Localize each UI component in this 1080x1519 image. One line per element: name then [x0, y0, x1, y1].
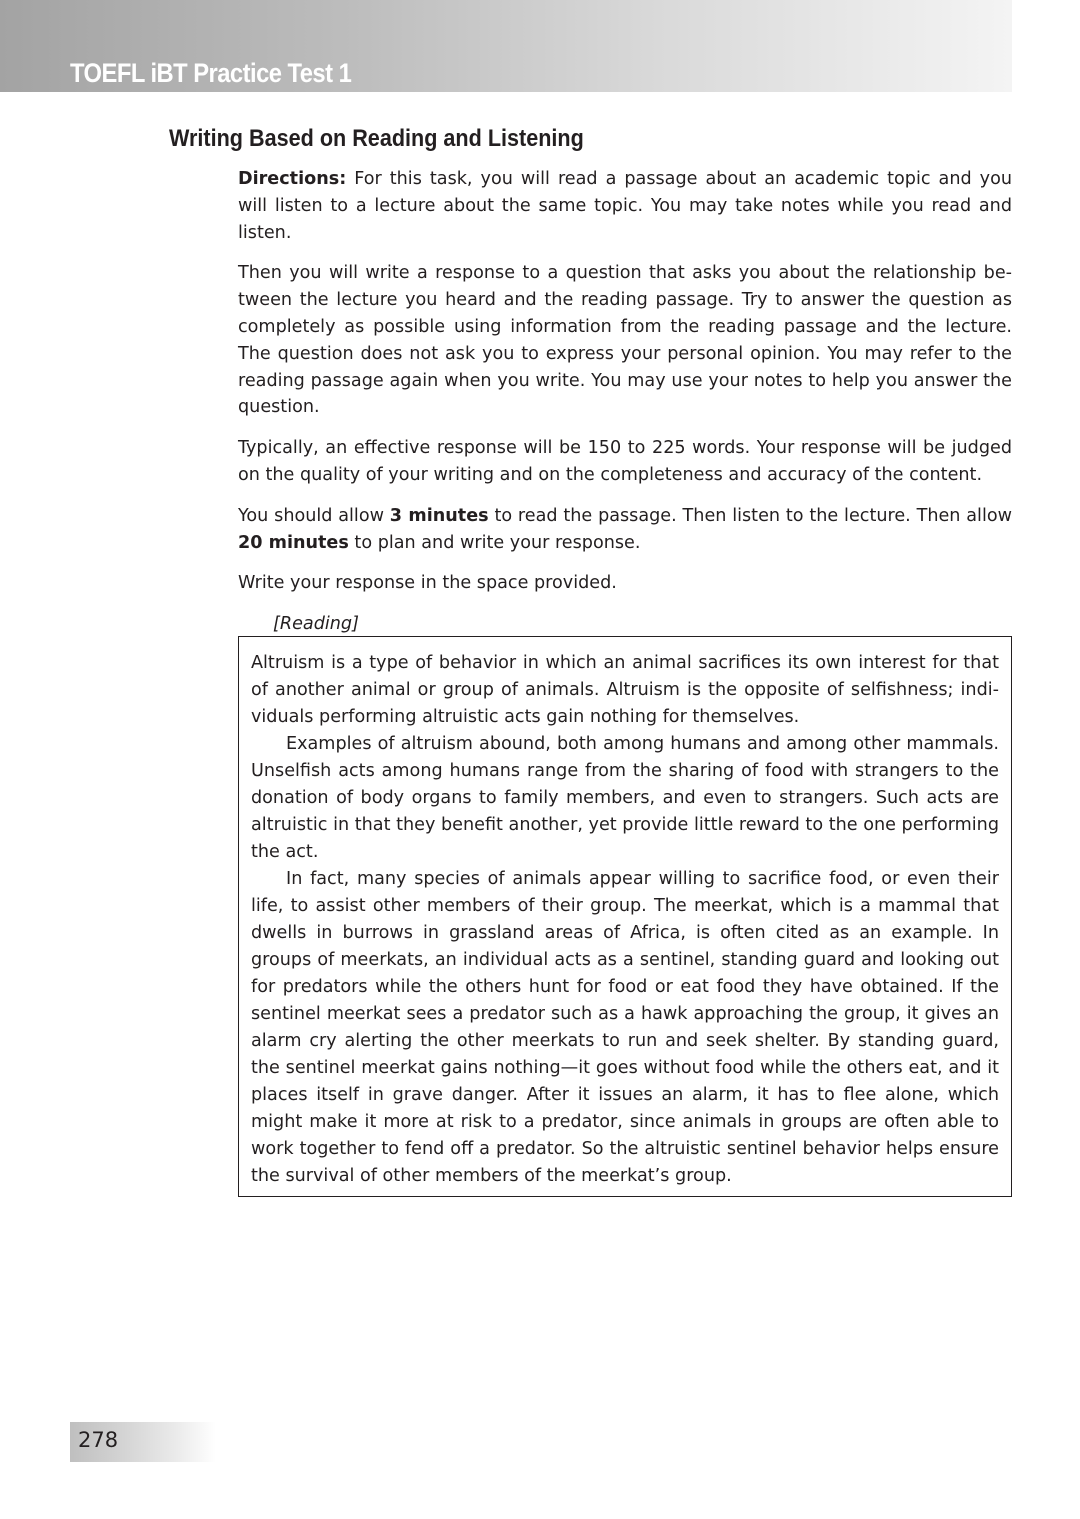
reading-label: [Reading] — [273, 614, 359, 635]
directions-paragraph-1 — [238, 166, 1012, 246]
directions-paragraph-2: Then you will write a response to a question that asks you about the relationship between the lecture you heard and the reading passage. Try to answer the question as completely as possible using information from the reading passage and the lecture. The question does not ask you to express your personal opinion. You may refer to the reading passage again when you write. You may use your notes to help you answer the question. — [238, 263, 1012, 418]
page-title: TOEFL iBT Practice Test 1 — [70, 58, 352, 88]
page-number: 278 — [78, 1428, 119, 1452]
reading-time: 3 minutes — [389, 505, 489, 526]
directions-label: Directions: — [238, 169, 347, 189]
directions-paragraph-3: Typically, an effective response will be 150 to 225 words. Your response will be judged on the quality of your writing and on the completeness and accuracy of the content. — [238, 438, 1012, 485]
writing-time: 20 minutes — [238, 532, 349, 553]
directions-block — [238, 166, 1012, 652]
passage-paragraph-3: In fact, many species of animals appear willing to sacrifice food, or even their life, to assist other members of their group. The meerkat, which is a mammal that dwells in burrows in grassland areas of Africa, is often cited as an example. In groups of meerkats, an individual acts as a sentinel, standing guard and looking out for predators while the others hunt for food or eat food they have obtained. If the sentinel meerkat sees a predator such as a hawk approaching the group, it gives an alarm cry alerting the other meerkats to run and seek shelter. By standing guard, the sentinel meerkat gains nothing—it goes without food while the others eat, and it places itself in grave danger. After it issues an alarm, it has to flee alone, which might make it more at risk to a predator, since animals in groups are often able to work together to fend off a predator. So the altruistic sentinel behavior helps ensure the survival of other members of the meerkat’s group. — [251, 869, 999, 1186]
directions-paragraph-4 — [238, 503, 1012, 557]
reading-passage-box — [238, 636, 1012, 1197]
directions-text: For this task, you will read a passage about an academic topic and you will listen to a lecture about the same topic. You may take notes while you read and listen. — [238, 169, 1012, 243]
timing-text-2: to read the passage. Then listen to the lecture. Then allow — [488, 505, 1012, 526]
section-heading: Writing Based on Reading and Listening — [169, 125, 584, 152]
passage-paragraph-1: Altruism is a type of behavior in which an animal sacrifices its own interest for that of another animal or group of animals. Altruism is the opposite of selfishness; individuals performing altruistic acts gain nothing for themselves. — [251, 653, 999, 727]
response-instruction: Write your response in the space provided. — [238, 573, 617, 594]
timing-text-1: You should allow — [238, 505, 390, 526]
directions-paragraph-5 — [238, 570, 1012, 638]
timing-text-3: to plan and write your response. — [348, 532, 641, 553]
passage-paragraph-2: Examples of altruism abound, both among humans and among other mammals. Unselfish acts among humans range from the sharing of food with strangers to the donation of body organs to family members, and even to strangers. Such acts are altruistic in that they benefit another, yet provide little reward to the one performing the act. — [251, 734, 999, 862]
